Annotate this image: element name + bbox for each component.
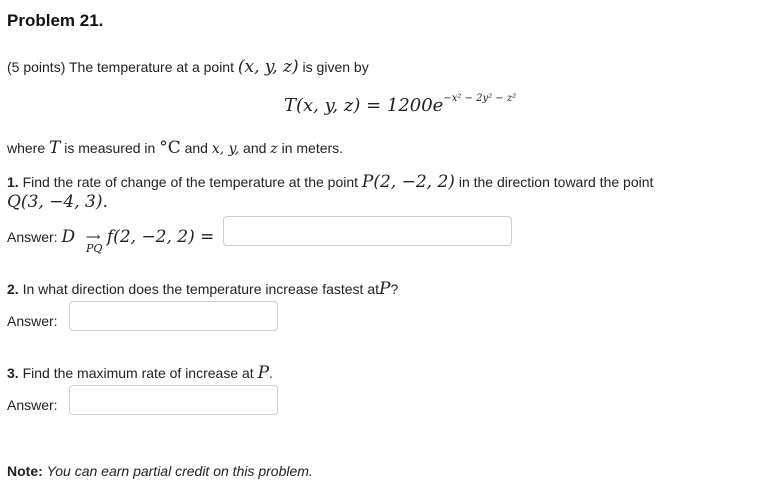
part1-answer-label: Answer: xyxy=(7,229,58,245)
units-suffix: in meters. xyxy=(281,140,344,156)
part3-period: . xyxy=(269,365,273,381)
deriv-subscript-pq: PQ xyxy=(86,242,103,255)
units-and2: and xyxy=(243,140,267,156)
deriv-d: D xyxy=(61,227,76,247)
part3-answer-input[interactable] xyxy=(69,385,278,415)
part1-point-p: P(2, −2, 2) xyxy=(361,172,455,192)
part3-question xyxy=(7,363,273,383)
units-line xyxy=(7,138,343,158)
units-vars: x, y, xyxy=(211,141,240,157)
part1-question xyxy=(7,172,653,192)
part3-text: Find the maximum rate of increase at xyxy=(22,365,254,381)
intro-prefix: (5 points) The temperature at a point xyxy=(7,59,234,75)
units-prefix: where xyxy=(7,140,46,156)
part2-answer-label: Answer: xyxy=(7,313,58,329)
vector-arrow-icon: ⟶ xyxy=(86,232,101,243)
part1-number: 1. xyxy=(7,174,19,190)
partial-credit-note xyxy=(7,463,313,479)
intro-suffix: is given by xyxy=(302,59,369,75)
part1-answer-input[interactable] xyxy=(223,216,512,246)
part3-number: 3. xyxy=(7,365,19,381)
units-z: z xyxy=(270,141,278,157)
temperature-formula xyxy=(284,93,516,116)
part1-text: Find the rate of change of the temperature at the point xyxy=(22,174,359,190)
formula-exponent: −x² − 2y² − z² xyxy=(443,93,517,104)
part2-number: 2. xyxy=(7,281,19,297)
part2-question xyxy=(7,279,398,299)
part3-point: P xyxy=(257,363,270,383)
units-mid: is measured in xyxy=(64,140,156,156)
units-and: and xyxy=(184,140,208,156)
problem-intro xyxy=(7,57,369,77)
part2-point: P xyxy=(379,279,391,299)
part2-answer-input[interactable] xyxy=(69,301,278,331)
problem-title: Problem 21. xyxy=(7,11,104,30)
formula-lhs: T(x, y, z) = 1200e xyxy=(284,95,444,116)
part1-answer-row xyxy=(7,227,214,247)
deriv-expr: f(2, −2, 2) = xyxy=(106,227,215,247)
units-var-t: T xyxy=(49,138,61,158)
part3-answer-label: Answer: xyxy=(7,397,58,413)
intro-point: (x, y, z) xyxy=(237,57,299,77)
part2-text: In what direction does the temperature increase fastest at xyxy=(22,281,379,297)
part1-text2: in the direction toward the point xyxy=(458,174,654,190)
note-text: You can earn partial credit on this problem. xyxy=(46,463,313,479)
part2-qmark: ? xyxy=(390,281,399,297)
note-label: Note: xyxy=(7,463,43,479)
units-celsius: °C xyxy=(159,138,181,158)
part1-point-q: Q(3, −4, 3). xyxy=(7,192,108,212)
